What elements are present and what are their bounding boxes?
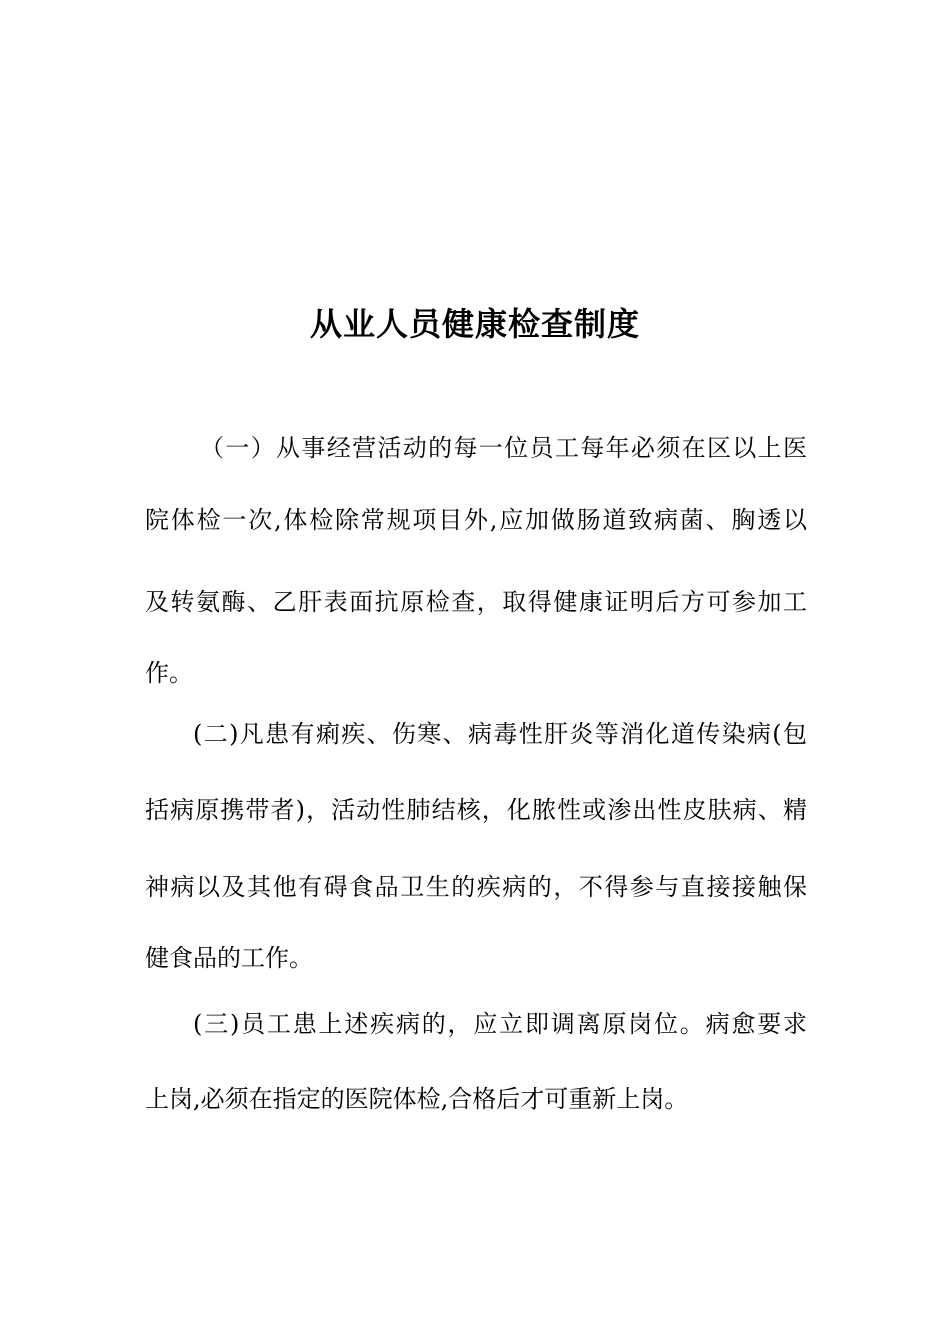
paragraph-3-line-1: (三)员工患上述疾病的，应立即调离原岗位。病愈要求 [193, 1010, 807, 1038]
paragraph-2-line-4: 健食品的工作。 [145, 944, 313, 972]
paragraph-1-line-2: 院体检一次,体检除常规项目外,应加做肠道致病菌、胸透以 [145, 506, 807, 534]
paragraph-2-line-3: 神病以及其他有碍食品卫生的疾病的，不得参与直接接触保 [145, 873, 807, 901]
document-title: 从业人员健康检查制度 [309, 305, 640, 343]
paragraph-2-line-2: 括病原携带者)，活动性肺结核，化脓性或渗出性皮肤病、精 [145, 796, 807, 824]
paragraph-1-line-4: 作。 [145, 659, 193, 687]
paragraph-1-line-1: （一）从事经营活动的每一位员工每年必须在区以上医 [200, 434, 807, 462]
paragraph-1-line-3: 及转氨酶、乙肝表面抗原检查，取得健康证明后方可参加工 [145, 588, 807, 616]
paragraph-3-line-2: 上岗,必须在指定的医院体检,合格后才可重新上岗。 [145, 1085, 689, 1113]
paragraph-2-line-1: (二)凡患有痢疾、伤寒、病毒性肝炎等消化道传染病(包 [193, 720, 807, 748]
